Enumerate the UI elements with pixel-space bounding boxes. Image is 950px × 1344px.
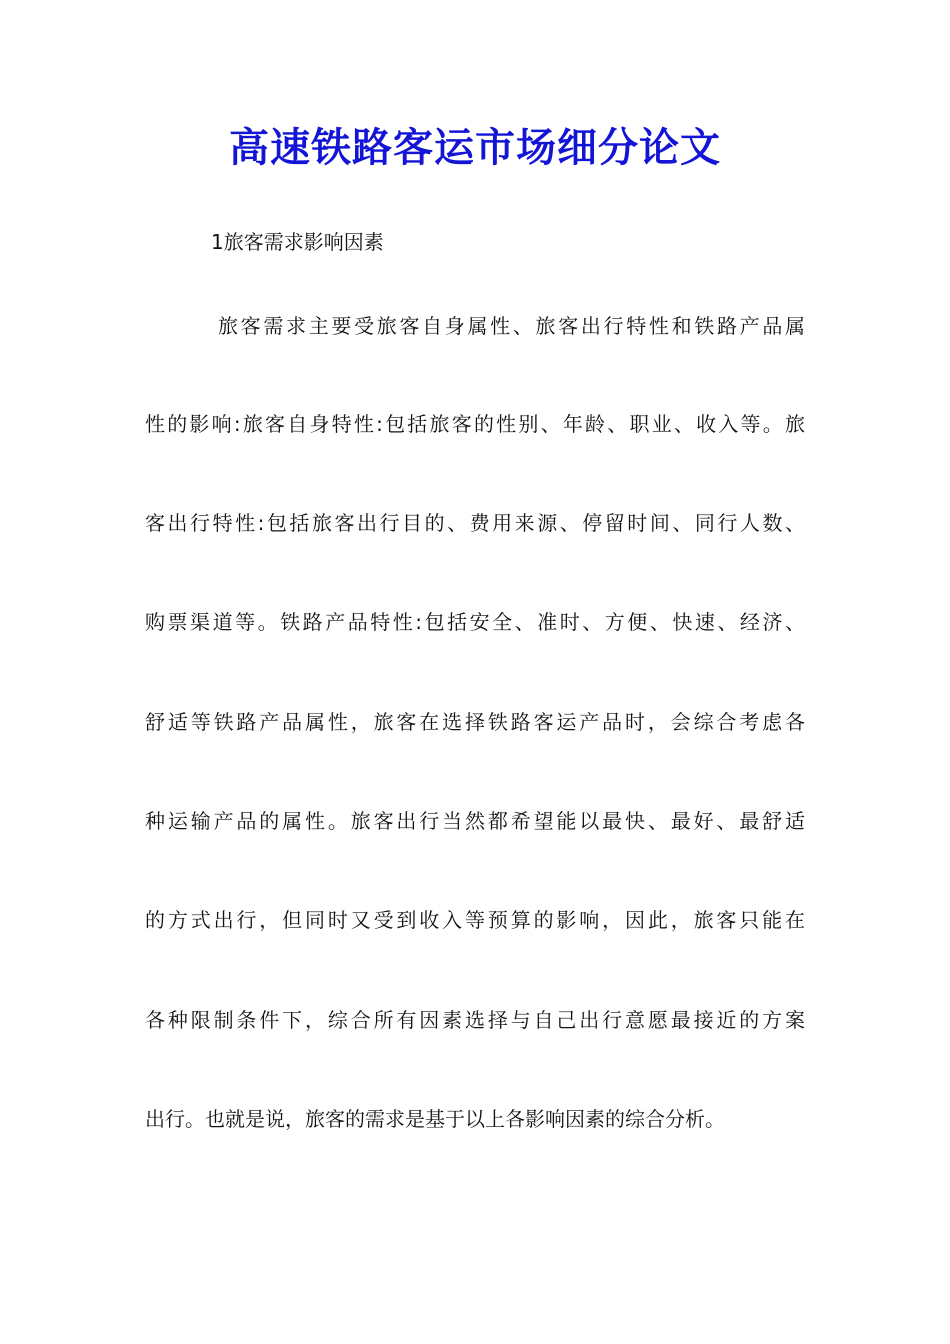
paragraph-line: 各种限制条件下，综合所有因素选择与自己出行意愿最接近的方案 — [145, 1008, 805, 1032]
paragraph-line: 性的影响:旅客自身特性:包括旅客的性别、年龄、职业、收入等。旅 — [145, 412, 805, 436]
paragraph-line: 出行。也就是说，旅客的需求是基于以上各影响因素的综合分析。 — [145, 1107, 725, 1131]
paragraph-line: 的方式出行，但同时又受到收入等预算的影响，因此，旅客只能在 — [145, 908, 805, 932]
paragraph-line: 客出行特性:包括旅客出行目的、费用来源、停留时间、同行人数、 — [145, 511, 805, 535]
paragraph-line: 舒适等铁路产品属性，旅客在选择铁路客运产品时，会综合考虑各 — [145, 710, 805, 734]
paragraph-line: 旅客需求主要受旅客自身属性、旅客出行特性和铁路产品属 — [218, 314, 805, 338]
document-title: 高速铁路客运市场细分论文 — [229, 124, 721, 171]
paragraph-line: 种运输产品的属性。旅客出行当然都希望能以最快、最好、最舒适 — [145, 809, 805, 833]
section-heading: 1旅客需求影响因素 — [211, 230, 384, 254]
paragraph-line: 购票渠道等。铁路产品特性:包括安全、准时、方便、快速、经济、 — [145, 610, 805, 634]
